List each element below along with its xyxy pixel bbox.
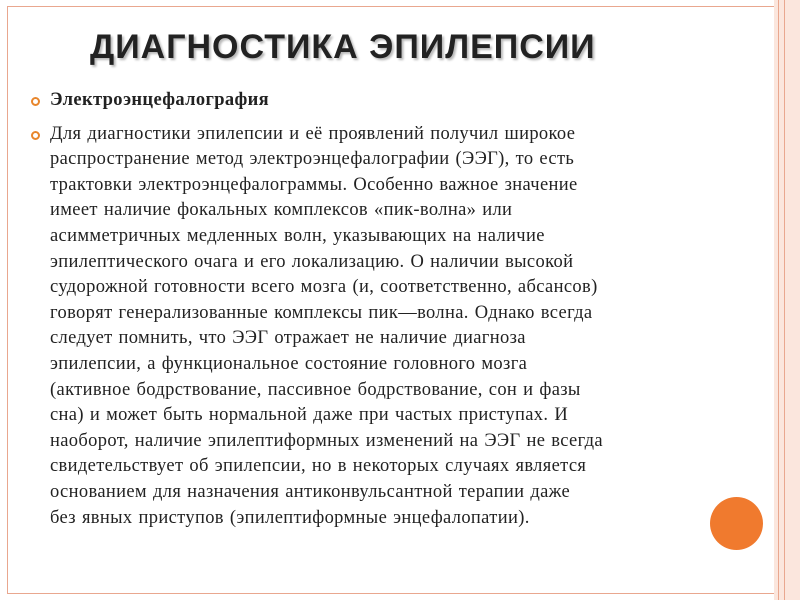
paragraph-line: судорожной готовности всего мозга (и, соответственно, абсансов): [50, 277, 598, 298]
paragraph-line: свидетельствует об эпилепсии, но в некоторых случаях является: [50, 456, 587, 477]
bullet-item-paragraph: [30, 122, 750, 532]
paragraph-line: говорят генерализованные комплексы пик—волна. Однако всегда: [50, 302, 593, 323]
decorative-orange-circle: [710, 497, 763, 550]
paragraph-line: асимметричных медленных волн, указывающих на наличие: [50, 225, 545, 246]
paragraph-line: Для диагностики эпилепсии и её проявлений получил широкое: [50, 123, 576, 144]
paragraph-line: без явных приступов (эпилептиформные энцефалопатии).: [50, 507, 530, 528]
bullet-item-subheading: [30, 88, 750, 114]
paragraph-line: эпилепсии, а функциональное состояние головного мозга: [50, 353, 528, 374]
bullet-circle-icon: [31, 97, 40, 106]
decorative-side-band: [774, 0, 800, 600]
paragraph-line: сна) и может быть нормальной даже при частых приступах. И: [50, 405, 569, 426]
paragraph-line: эпилептического очага и его локализацию. О наличии высокой: [50, 251, 574, 272]
bullet-circle-icon: [31, 131, 40, 140]
paragraph-line: наоборот, наличие эпилептиформных изменений на ЭЭГ не всегда: [50, 430, 603, 451]
paragraph-line: распространение метод электроэнцефалографии (ЭЭГ), то есть: [50, 149, 575, 170]
slide-title: ДИАГНОСТИКА ЭПИЛЕПСИИ: [90, 28, 596, 66]
paragraph-line: (активное бодрствование, пассивное бодрствование, сон и фазы: [50, 379, 581, 400]
paragraph-line: имеет наличие фокальных комплексов «пик-волна» или: [50, 200, 513, 221]
paragraph-line: основанием для назначения антиконвульсантной терапии даже: [50, 481, 571, 502]
paragraph-line: трактовки электроэнцефалограммы. Особенно важное значение: [50, 174, 578, 195]
subheading-text: Электроэнцефалография: [50, 90, 269, 110]
bullet-list: [30, 88, 750, 531]
paragraph-line: следует помнить, что ЭЭГ отражает не наличие диагноза: [50, 328, 526, 349]
